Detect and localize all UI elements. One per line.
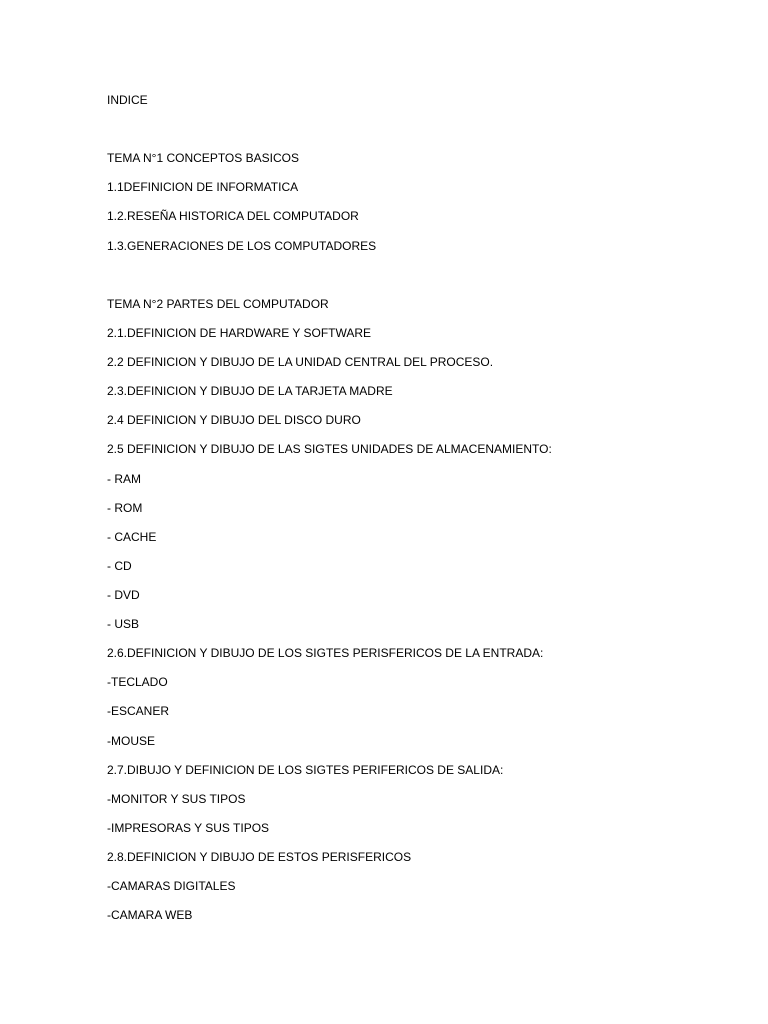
- toc-subitem: -ESCANER: [107, 704, 170, 718]
- toc-subitem: - DVD: [107, 588, 140, 602]
- toc-subitem: -IMPRESORAS Y SUS TIPOS: [107, 821, 270, 835]
- toc-entry: 1.3.GENERACIONES DE LOS COMPUTADORES: [107, 239, 377, 253]
- toc-entry: 1.1DEFINICION DE INFORMATICA: [107, 180, 299, 194]
- toc-entry: 2.4 DEFINICION Y DIBUJO DEL DISCO DURO: [107, 413, 361, 427]
- toc-subitem: - RAM: [107, 472, 141, 486]
- index-heading: INDICE: [107, 93, 148, 107]
- toc-entry: 2.7.DIBUJO Y DEFINICION DE LOS SIGTES PERIFERICOS DE SALIDA:: [107, 763, 504, 777]
- toc-entry: 2.2 DEFINICION Y DIBUJO DE LA UNIDAD CENTRAL DEL PROCESO.: [107, 355, 494, 369]
- toc-subitem: -MOUSE: [107, 734, 155, 748]
- toc-subitem: - CACHE: [107, 530, 157, 544]
- toc-subitem: -MONITOR Y SUS TIPOS: [107, 792, 246, 806]
- toc-subitem: - CD: [107, 559, 132, 573]
- toc-entry: 1.2.RESEÑA HISTORICA DEL COMPUTADOR: [107, 209, 359, 223]
- toc-entry: 2.3.DEFINICION Y DIBUJO DE LA TARJETA MADRE: [107, 384, 393, 398]
- toc-subitem: -CAMARAS DIGITALES: [107, 879, 236, 893]
- toc-entry: 2.5 DEFINICION Y DIBUJO DE LAS SIGTES UNIDADES DE ALMACENAMIENTO:: [107, 442, 552, 456]
- toc-subitem: - USB: [107, 617, 140, 631]
- toc-subitem: -TECLADO: [107, 675, 168, 689]
- topic-2-heading: TEMA N°2 PARTES DEL COMPUTADOR: [107, 297, 329, 311]
- toc-entry: 2.8.DEFINICION Y DIBUJO DE ESTOS PERISFERICOS: [107, 850, 412, 864]
- toc-subitem: - ROM: [107, 501, 143, 515]
- toc-entry: 2.1.DEFINICION DE HARDWARE Y SOFTWARE: [107, 326, 372, 340]
- toc-subitem: -CAMARA WEB: [107, 908, 193, 922]
- toc-entry: 2.6.DEFINICION Y DIBUJO DE LOS SIGTES PERISFERICOS DE LA ENTRADA:: [107, 646, 544, 660]
- topic-1-heading: TEMA N°1 CONCEPTOS BASICOS: [107, 151, 299, 165]
